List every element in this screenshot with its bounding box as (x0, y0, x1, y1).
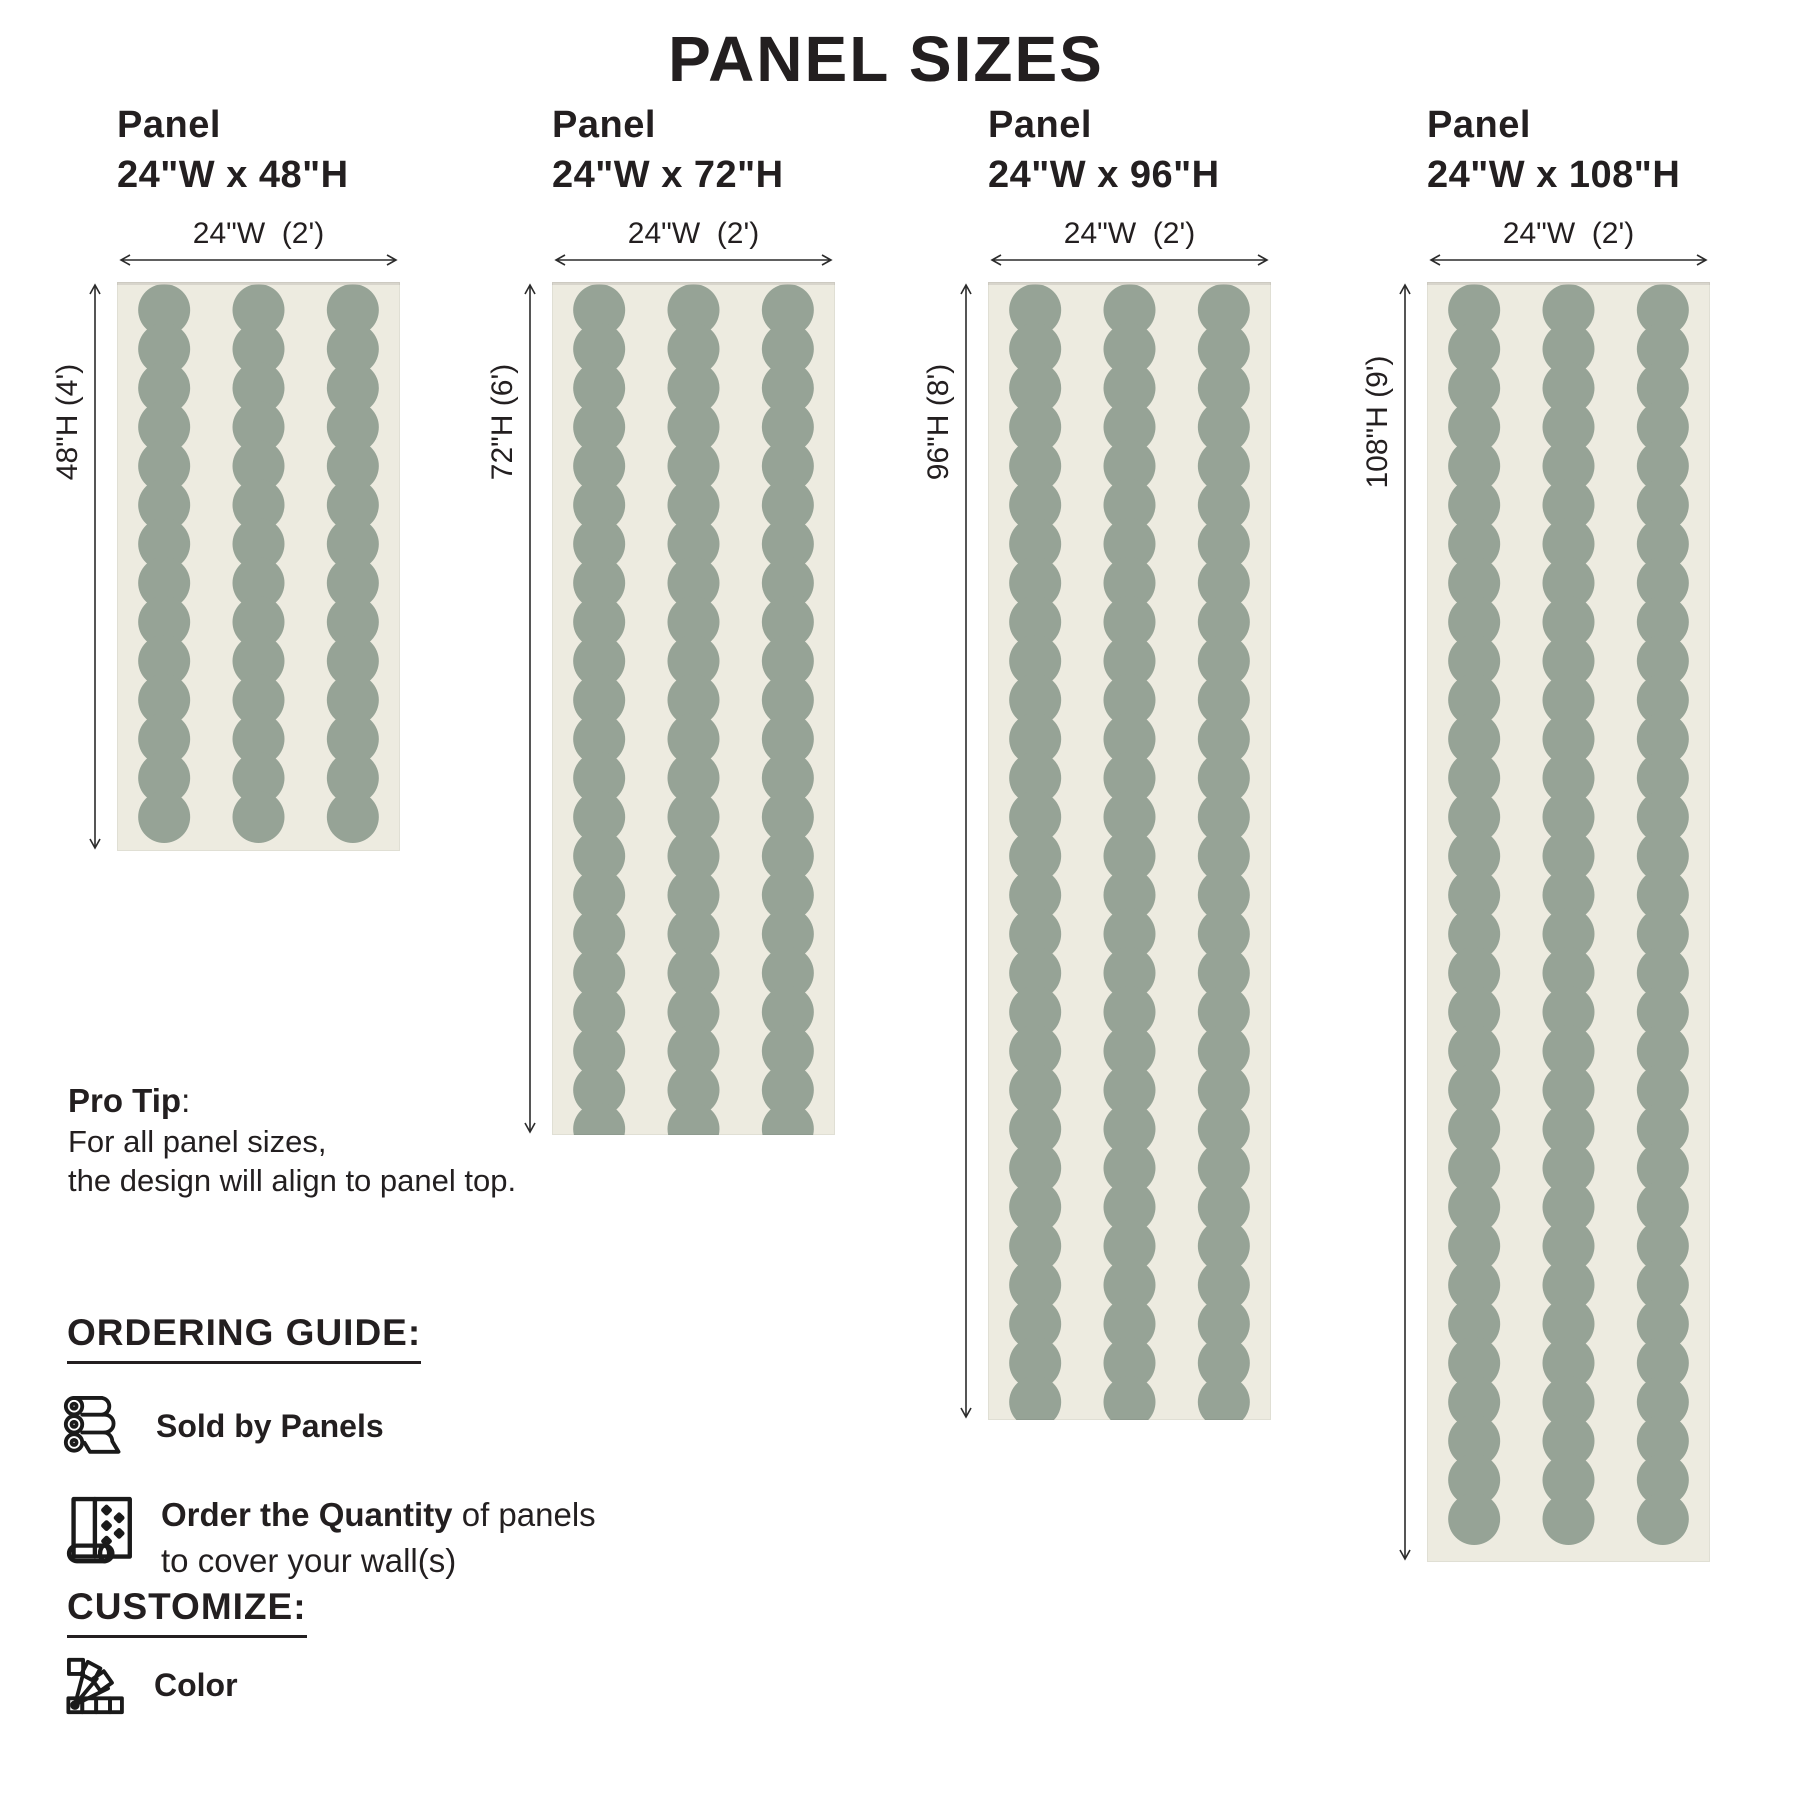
panel-artwork-box (51, 282, 400, 851)
pro-tip-line1: For all panel sizes, (68, 1124, 327, 1159)
panel-label: Panel (988, 104, 1092, 146)
wallpaper-sheet-icon (63, 1492, 141, 1576)
guide-item-label: Order the Quantity of panels to cover your wall(s) (161, 1496, 596, 1579)
width-dimension-arrow (117, 252, 400, 268)
height-dimension-arrow (1398, 282, 1412, 1562)
customize-item-color (61, 1652, 238, 1718)
panel-24x72 (486, 100, 835, 1135)
page-title: PANEL SIZES (668, 23, 1104, 95)
panel-height-label: 48"H (4') (51, 363, 84, 481)
panel-height-label: 72"H (6') (486, 363, 519, 481)
panel-height-label: 96"H (8') (922, 363, 955, 481)
panel-24x108 (1361, 100, 1710, 1562)
panel-width-label: 24"W (2') (1063, 217, 1196, 250)
width-dimension-arrow (552, 252, 835, 268)
panel-height-label: 108"H (9') (1361, 355, 1394, 489)
panel-artwork-box (922, 282, 1271, 1420)
panel-width-label: 24"W (2') (627, 217, 760, 250)
panel-swatch-pattern (988, 282, 1271, 1420)
panel-artwork-box (486, 282, 835, 1135)
panel-artwork-box (1361, 282, 1710, 1562)
panel-size-label: 24"W x 48"H (117, 154, 349, 196)
ordering-guide-heading: ORDERING GUIDE: (67, 1312, 421, 1364)
height-dimension-arrow (88, 282, 102, 851)
color-swatch-fan-icon (61, 1652, 129, 1718)
pro-tip-heading: Pro Tip: (68, 1082, 191, 1119)
height-dimension-arrow (523, 282, 537, 1135)
panel-size-label: 24"W x 96"H (988, 154, 1220, 196)
height-dimension-arrow (959, 282, 973, 1420)
guide-item-sold-by-panels (61, 1392, 384, 1460)
pro-tip (68, 1080, 516, 1200)
width-dimension-arrow (1427, 252, 1710, 268)
panel-label: Panel (552, 104, 656, 146)
panel-24x96 (922, 100, 1271, 1420)
panel-label: Panel (1427, 104, 1531, 146)
panel-size-label: 24"W x 72"H (552, 154, 784, 196)
guide-item-label: Sold by Panels (156, 1407, 384, 1444)
width-dimension-arrow (988, 252, 1271, 268)
panel-label: Panel (117, 104, 221, 146)
panel-width-label: 24"W (2') (192, 217, 325, 250)
panel-size-label: 24"W x 108"H (1427, 154, 1681, 196)
wallpaper-rolls-icon (61, 1392, 129, 1460)
pro-tip-line2: the design will align to panel top. (68, 1163, 517, 1198)
panel-swatch-pattern (117, 282, 400, 851)
panel-swatch-pattern (552, 282, 835, 1135)
panel-24x48 (51, 100, 400, 851)
guide-item-order-quantity (63, 1492, 596, 1584)
panel-width-label: 24"W (2') (1502, 217, 1635, 250)
customize-heading: CUSTOMIZE: (67, 1586, 307, 1638)
panel-swatch-pattern (1427, 282, 1710, 1562)
customize-item-label: Color (154, 1666, 238, 1703)
